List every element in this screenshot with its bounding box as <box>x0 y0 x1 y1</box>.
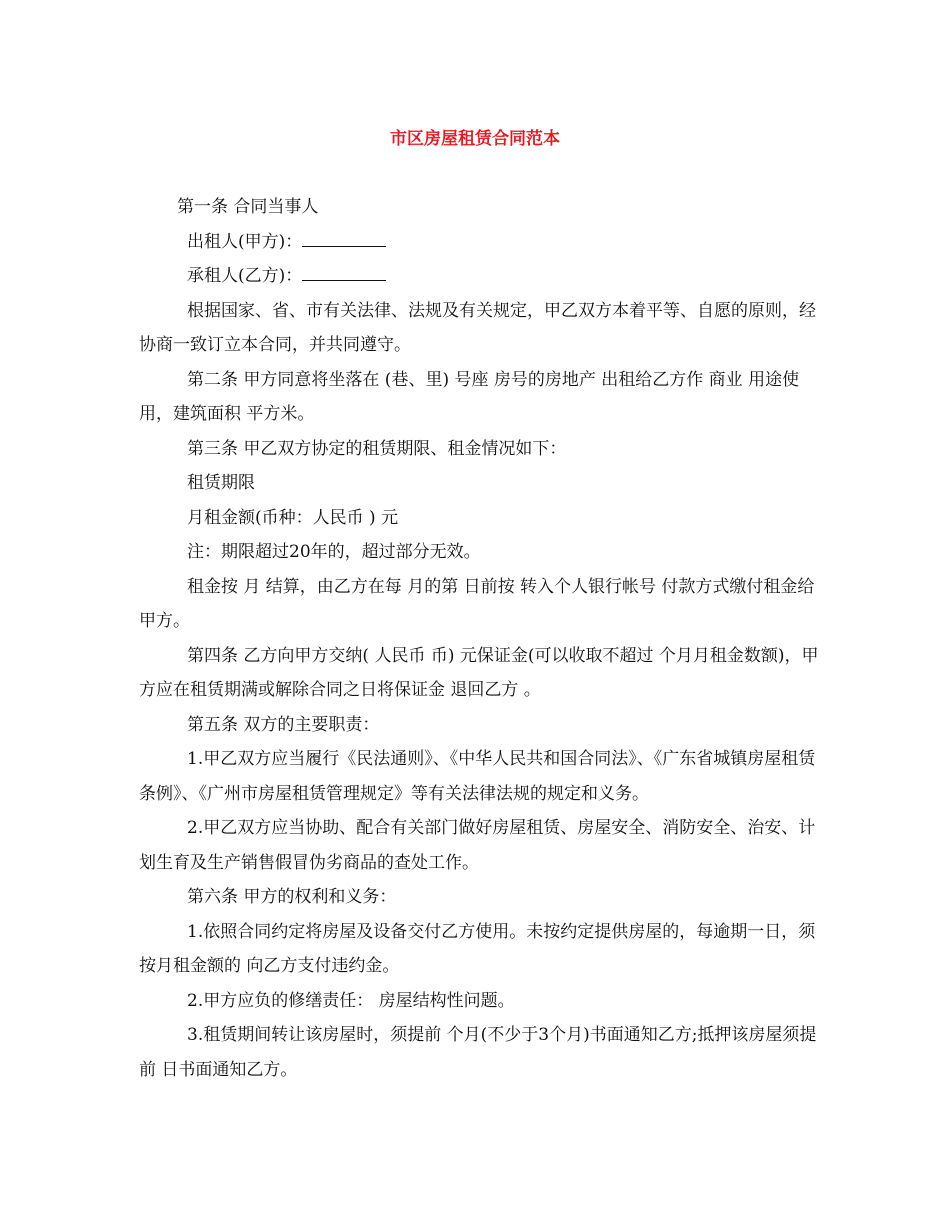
article-4-paragraph: 第四条 乙方向甲方交纳( 人民币 币) 元保证金(可以收取不超过 个月月租金数额)，甲方应在租赁期满或解除合同之日将保证金 退回乙方 。 <box>139 645 819 700</box>
document-title: 市区房屋租赁合同范本 <box>390 129 560 149</box>
article-6-item-2: 2.甲方应负的修缮责任： 房屋结构性问题。 <box>187 990 515 1011</box>
monthly-rent-line: 月租金额(币种：人民币 ) 元 <box>187 507 399 528</box>
lessee-blank <box>302 266 386 281</box>
lessee-line <box>139 259 823 294</box>
article-6-heading: 第六条 甲方的权利和义务： <box>187 887 397 907</box>
article-3-heading: 第三条 甲乙双方协定的租赁期限、租金情况如下： <box>187 438 567 459</box>
article-1-heading: 第一条 合同当事人 <box>177 197 319 217</box>
article-2-paragraph: 第二条 甲方同意将坐落在 (巷、里) 号座 房号的房地产 出租给乙方作 商业 用途使用，建筑面积 平方米。 <box>139 369 800 424</box>
article-5-item-2: 2.甲乙双方应当协助、配合有关部门做好房屋租赁、房屋安全、消防安全、治安、计划生育及生产销售假冒伪劣商品的查处工作。 <box>139 818 816 873</box>
lessee-label: 承租人(乙方)： <box>187 266 303 286</box>
preamble-paragraph: 根据国家、省、市有关法律、法规及有关规定，甲乙双方本着平等、自愿的原则，经协商一致订立本合同，并共同遵守。 <box>139 300 816 355</box>
article-5-item-1: 1.甲乙双方应当履行《民法通则》、《中华人民共和国合同法》、《广东省城镇房屋租赁条例》、《广州市房屋租赁管理规定》等有关法律法规的规定和义务。 <box>139 749 816 804</box>
lessor-blank <box>302 232 386 247</box>
document-body <box>139 190 823 1087</box>
article-6-item-1: 1.依照合同约定将房屋及设备交付乙方使用。未按约定提供房屋的，每逾期一日，须按月租金额的 向乙方支付违约金。 <box>139 921 816 976</box>
lessor-line <box>139 225 823 260</box>
article-6-item-3: 3.租赁期间转让该房屋时，须提前 个月(不少于3个月)书面通知乙方;抵押该房屋须提前 日书面通知乙方。 <box>139 1025 817 1080</box>
lease-term-line: 租赁期限 <box>187 473 255 493</box>
rent-payment-paragraph: 租金按 月 结算，由乙方在每 月的第 日前按 转入个人银行帐号 付款方式缴付租金给甲方。 <box>139 576 815 631</box>
lessor-label: 出租人(甲方)： <box>187 231 303 252</box>
note-line: 注：期限超过20年的，超过部分无效。 <box>187 542 481 562</box>
article-5-heading: 第五条 双方的主要职责： <box>187 714 380 735</box>
